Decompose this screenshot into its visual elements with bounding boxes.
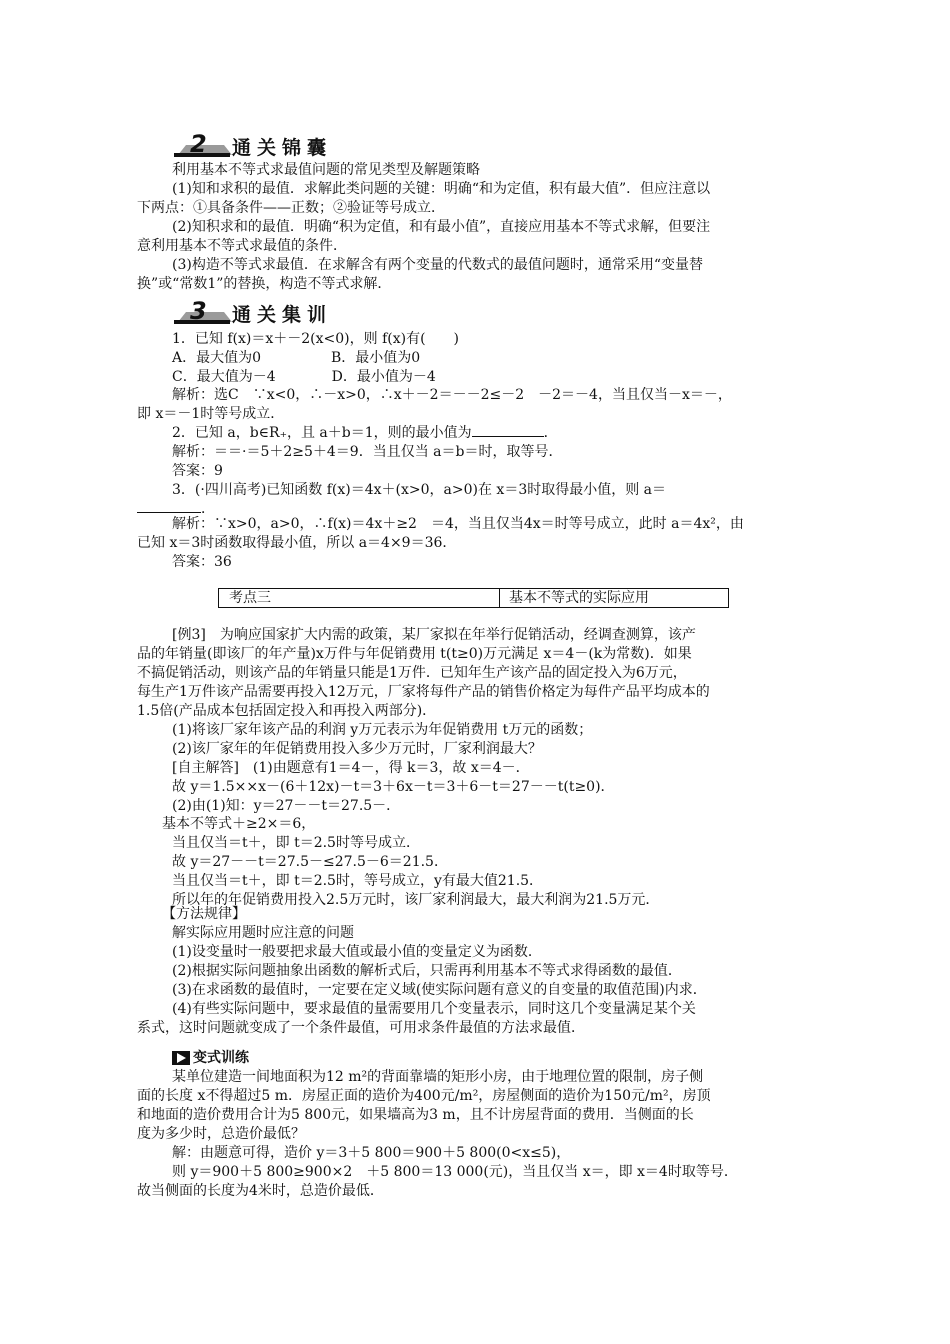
exercise-line: 和地面的造价费用合计为5 800元，如果墙高为3 m，且不计房屋背面的费用．当侧面的长: [137, 1107, 694, 1123]
example-line: 不搞促销活动，则该产品的年销量只能是1万件．已知年生产该产品的固定投入为6万元，: [137, 665, 687, 681]
solution-line: 解析：＝＝·＝5＋2≥5＋4＝9．当且仅当 a＝b＝时，取等号．: [172, 444, 563, 460]
question-2: 2．已知 a，b∈R₊，且 a＋b＝1，则的最小值为 ．: [172, 425, 558, 441]
example-line: 品的年销量(即该厂的年产量)x万件与年促销费用 t(t≥0)万元满足 x＝4－(k为常数)．如果: [137, 646, 692, 662]
topic-number: 考点三: [229, 590, 271, 606]
method-line: 系式，这时问题就变成了一个条件最值，可用求条件最值的方法求最值．: [137, 1020, 585, 1036]
answer-line: 答案：36: [172, 554, 232, 570]
solution-line: [自主解答] (1)由题意有1＝4－，得 k＝3，故 x＝4－．: [172, 760, 530, 776]
solution-line: 即 x＝－1时等号成立．: [137, 406, 285, 422]
topic-header-table: [218, 588, 729, 608]
question-1: 1．已知 f(x)＝x＋－2(x<0)，则 f(x)有( ): [172, 331, 459, 347]
section-badge-number: 3: [190, 298, 207, 324]
solution-line: 则 y＝900＋5 800≥900×2 ＋5 800＝13 000(元)，当且仅当 x＝，即 x＝4时取等号．: [172, 1164, 738, 1180]
question-3: 3．(·四川高考)已知函数 f(x)＝4x＋(x>0，a>0)在 x＝3时取得最小值，则 a＝: [172, 482, 667, 498]
paragraph-line: 利用基本不等式求最值问题的常见类型及解题策略: [172, 162, 480, 178]
variant-training-label: 变式训练: [193, 1050, 249, 1066]
choice-line: C．最大值为－4 D．最小值为－4: [172, 369, 436, 385]
method-line: (1)设变量时一般要把求最大值或最小值的变量定义为函数．: [172, 944, 542, 960]
section-title: 通关锦囊: [232, 137, 333, 159]
paragraph-line: (3)构造不等式求最值．在求解含有两个变量的代数式的最值问题时，通常采用“变量替: [172, 257, 703, 273]
example-line: (2)该厂家年的年促销费用投入多少万元时，厂家利润最大？: [172, 741, 542, 757]
example-line: (1)将该厂家年该产品的利润 y万元表示为年促销费用 t万元的函数；: [172, 722, 593, 738]
solution-line: 解析：∵x>0，a>0，∴f(x)＝4x＋≥2 ＝4，当且仅当4x＝时等号成立，此时 a＝4x²，由: [172, 516, 744, 532]
topic-title: 基本不等式的实际应用: [509, 590, 649, 606]
exercise-line: 面的长度 x不得超过5 m．房屋正面的造价为400元/m²，房屋侧面的造价为150元/m²，房顶: [137, 1088, 711, 1104]
table-divider: [499, 589, 500, 607]
answer-blank-line: ．: [137, 500, 215, 518]
solution-line: 当且仅当＝t＋，即 t＝2.5时等号成立．: [172, 835, 420, 851]
section-number-badge: [172, 298, 238, 324]
solution-line: 基本不等式＋≥2×＝6，: [162, 816, 316, 832]
example-line: 每生产1万件该产品需要再投入12万元，厂家将每件产品的销售价格定为每件产品平均成本的: [137, 684, 710, 700]
answer-blank: [137, 500, 201, 513]
method-line: (4)有些实际问题中，要求最值的量需要用几个变量表示，同时这几个变量满足某个关: [172, 1001, 696, 1017]
solution-line: 故 y＝1.5××x－(6＋12x)－t＝3＋6x－t＝3＋6－t＝27－－t(t≥0)．: [172, 779, 615, 795]
method-heading: 【方法规律】: [162, 906, 246, 922]
answer-line: 答案：9: [172, 463, 223, 479]
solution-line: 故当侧面的长度为4米时，总造价最低．: [137, 1183, 384, 1199]
solution-line: 当且仅当＝t＋，即 t＝2.5时，等号成立，y有最大值21.5．: [172, 873, 544, 889]
method-line: (3)在求函数的最值时，一定要在定义域(使实际问题有意义的自变量的取值范围)内求．: [172, 982, 707, 998]
paragraph-line: (1)知和求积的最值．求解此类问题的关键：明确“和为定值，积有最大值”．但应注意以: [172, 181, 711, 197]
paragraph-line: (2)知积求和的最值．明确“积为定值，和有最小值”，直接应用基本不等式求解，但要注: [172, 219, 711, 235]
solution-line: 解：由题意可得，造价 y＝3＋5 800＝900＋5 800(0<x≤5)，: [172, 1145, 571, 1161]
example-line: 1.5倍(产品成本包括固定投入和再投入两部分)．: [137, 703, 437, 719]
example-line: [例3] 为响应国家扩大内需的政策，某厂家拟在年举行促销活动，经调查测算，该产: [172, 627, 696, 643]
solution-line: 解析：选C ∵x<0，∴－x>0，∴x＋－2＝－－2≤－2 －2＝－4，当且仅当－x＝－，: [172, 387, 732, 403]
solution-line: 已知 x＝3时函数取得最小值，所以 a＝4×9＝36．: [137, 535, 457, 551]
method-line: 解实际应用题时应注意的问题: [172, 925, 354, 941]
solution-line: 故 y＝27－－t＝27.5－≤27.5－6＝21.5．: [172, 854, 448, 870]
choice-line: A．最大值为0 B．最小值为0: [172, 350, 421, 366]
solution-line: (2)由(1)知：y＝27－－t＝27.5－．: [172, 798, 401, 814]
paragraph-line: 换”或“常数1”的替换，构造不等式求解．: [137, 276, 392, 292]
solution-line: 所以年的年促销费用投入2.5万元时，该厂家利润最大，最大利润为21.5万元．: [172, 892, 660, 908]
play-triangle-icon: [172, 1051, 190, 1065]
paragraph-line: 下两点：①具备条件——正数；②验证等号成立．: [137, 200, 445, 216]
section-number-badge: [172, 131, 238, 157]
section-title: 通关集训: [232, 304, 333, 326]
question-2-text: 2．已知 a，b∈R₊，且 a＋b＝1，则的最小值为: [172, 425, 472, 441]
method-line: (2)根据实际问题抽象出函数的解析式后，只需再利用基本不等式求得函数的最值．: [172, 963, 682, 979]
exercise-line: 某单位建造一间地面积为12 m²的背面靠墙的矩形小房，由于地理位置的限制，房子侧: [172, 1069, 704, 1085]
section-badge-number: 2: [190, 131, 207, 157]
paragraph-line: 意利用基本不等式求最值的条件．: [137, 238, 347, 254]
answer-blank: [472, 424, 544, 437]
exercise-line: 度为多少时，总造价最低？: [137, 1126, 305, 1142]
